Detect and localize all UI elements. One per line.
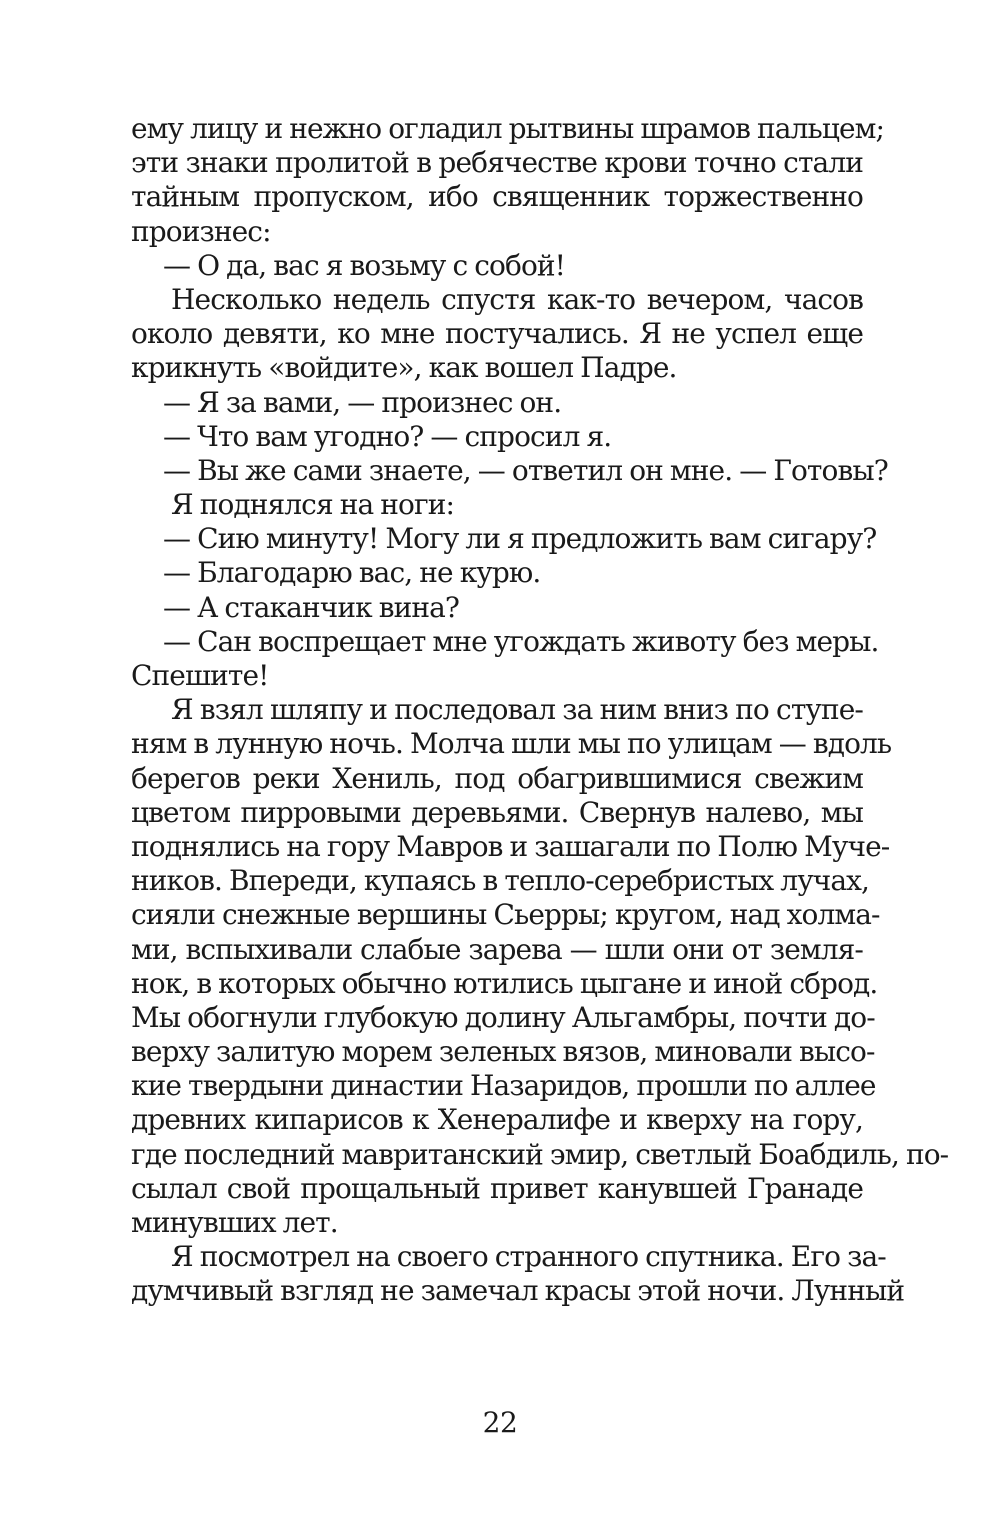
body-text bbox=[131, 112, 949, 1309]
text-line-24: сияли снежные вершины Сьерры; кругом, над холма- bbox=[131, 898, 880, 932]
text-line-31: где последний мавританский эмир, светлый Боабдиль, по- bbox=[131, 1137, 949, 1171]
text-line-20: берегов реки Хениль, под обагрившимися свежим bbox=[131, 761, 863, 795]
text-line-3: тайным пропуском, ибо священник торжественно bbox=[131, 180, 863, 214]
text-line-2: эти знаки пролитой в ребячестве крови точно стали bbox=[131, 146, 863, 180]
text-line-33: минувших лет. bbox=[131, 1206, 338, 1239]
text-line-5: — О да, вас я возьму с собой! bbox=[163, 248, 566, 282]
text-line-23: ников. Впереди, купаясь в тепло-серебристых лучах, bbox=[131, 864, 870, 898]
text-line-28: верху залитую морем зеленых вязов, миновали высо- bbox=[131, 1035, 875, 1069]
text-line-13: — Сию минуту! Могу ли я предложить вам сигару? bbox=[163, 522, 877, 556]
text-line-11: — Вы же сами знаете, — ответил он мне. — Готовы? bbox=[163, 453, 888, 487]
text-line-26: нок, в которых обычно ютились цыгане и иной сброд. bbox=[131, 966, 878, 1000]
page-number: 22 bbox=[482, 1406, 518, 1439]
text-line-16: — Сан воспрещает мне угождать животу без меры. bbox=[163, 624, 879, 658]
text-line-27: Мы обогнули глубокую долину Альгамбры, почти до- bbox=[131, 1000, 875, 1034]
text-line-12: Я поднялся на ноги: bbox=[171, 488, 455, 522]
text-line-29: кие твердыни династии Назаридов, прошли по аллее bbox=[131, 1069, 876, 1103]
text-line-10: — Что вам угодно? — спросил я. bbox=[163, 419, 612, 453]
text-line-17: Спешите! bbox=[131, 659, 269, 692]
text-line-21: цветом пирровыми деревьями. Свернув налево, мы bbox=[131, 795, 863, 829]
text-line-1: ему лицу и нежно огладил рытвины шрамов пальцем; bbox=[131, 112, 885, 145]
text-line-18: Я взял шляпу и последовал за ним вниз по ступе- bbox=[171, 693, 863, 727]
text-line-7: около девяти, ко мне постучались. Я не успел еще bbox=[131, 317, 863, 351]
text-line-34: Я посмотрел на своего странного спутника. Его за- bbox=[171, 1240, 886, 1274]
text-line-35: думчивый взгляд не замечал красы этой ночи. Лунный bbox=[131, 1274, 905, 1308]
text-line-9: — Я за вами, — произнес он. bbox=[163, 385, 562, 419]
text-line-6: Несколько недель спустя как-то вечером, часов bbox=[171, 282, 863, 316]
text-line-4: произнес: bbox=[131, 214, 271, 248]
text-line-8: крикнуть «войдите», как вошел Падре. bbox=[131, 351, 677, 385]
text-line-15: — А стаканчик вина? bbox=[163, 590, 459, 624]
text-line-25: ми, вспыхивали слабые зарева — шли они от земля- bbox=[131, 932, 863, 966]
text-line-32: сылал свой прощальный привет канувшей Гранаде bbox=[131, 1171, 863, 1205]
text-line-14: — Благодарю вас, не курю. bbox=[163, 556, 541, 590]
text-line-30: древних кипарисов к Хенералифе и кверху на гору, bbox=[131, 1103, 863, 1137]
text-line-19: ням в лунную ночь. Молча шли мы по улицам — вдоль bbox=[131, 727, 892, 761]
text-line-22: поднялись на гору Мавров и зашагали по Полю Муче- bbox=[131, 829, 890, 863]
